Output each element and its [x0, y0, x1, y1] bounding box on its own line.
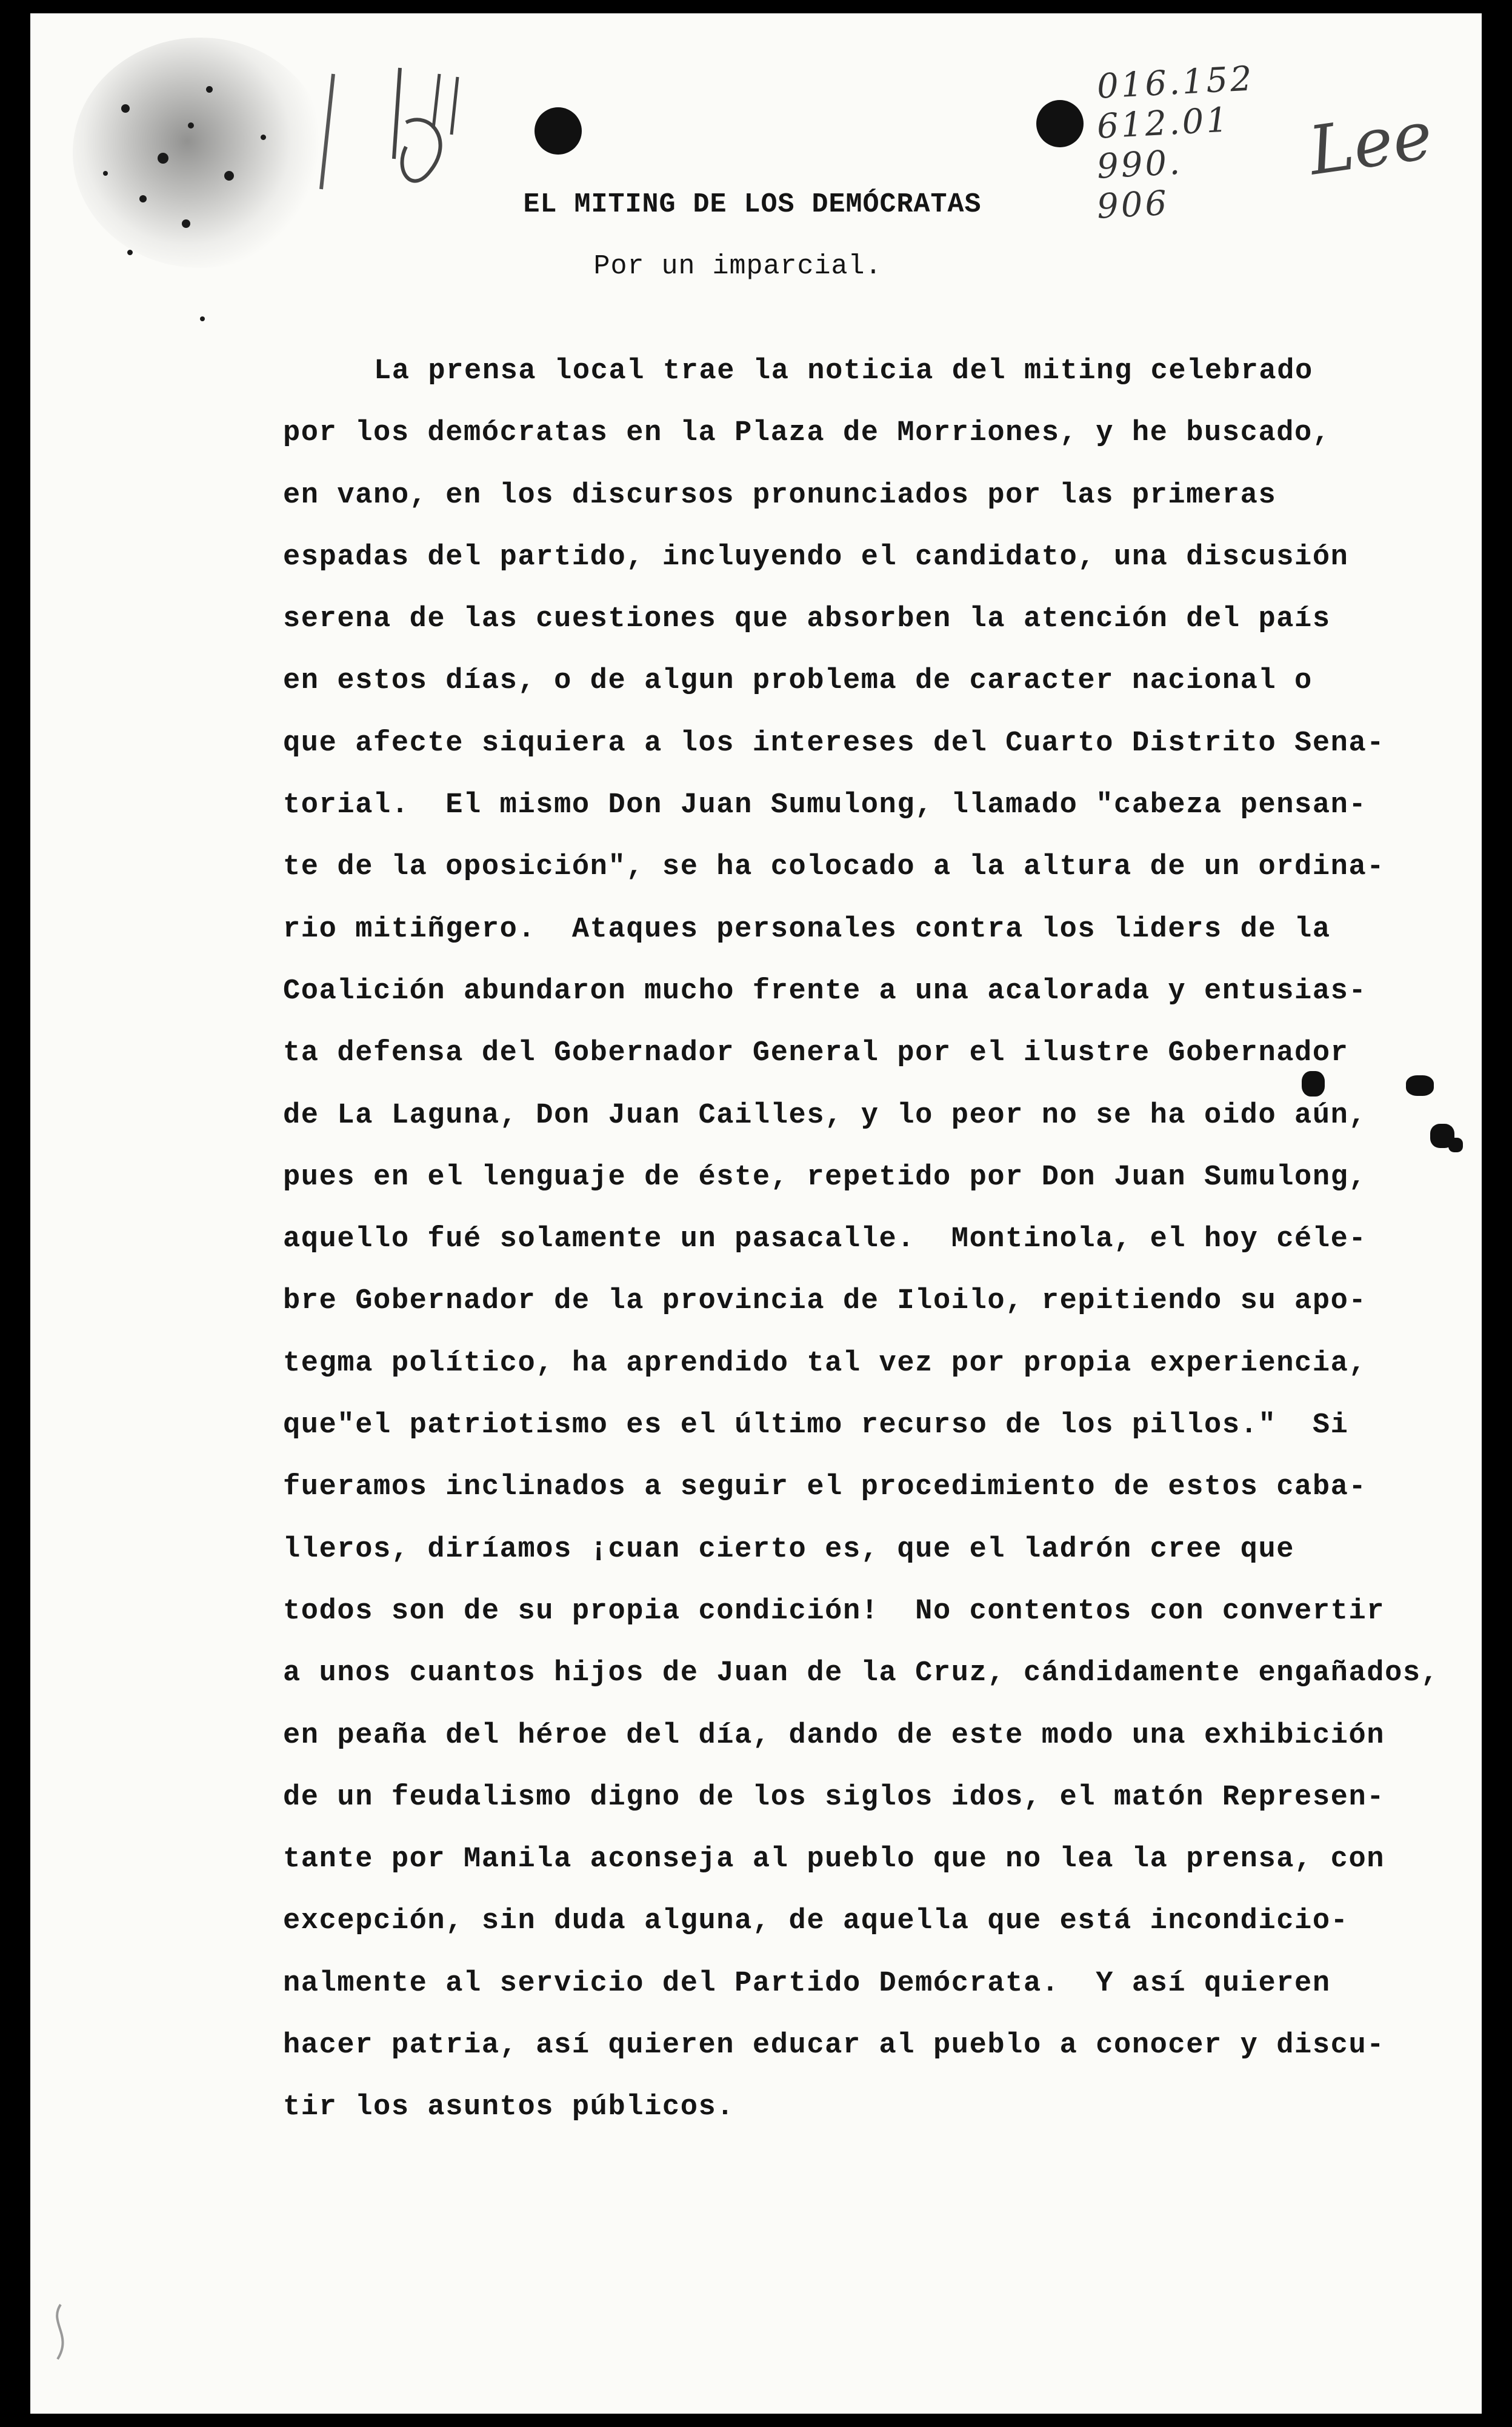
ink-speck	[103, 171, 108, 176]
text-line: que"el patriotismo es el último recurso de los pillos." Si	[283, 1409, 1349, 1442]
ink-speck	[158, 153, 168, 164]
text-line: ta defensa del Gobernador General por el ilustre Gobernador	[283, 1037, 1349, 1070]
text-line: hacer patria, así quieren educar al pueblo a conocer y discu-	[283, 2029, 1385, 2062]
text-line: en peaña del héroe del día, dando de este modo una exhibición	[283, 1719, 1385, 1752]
text-line: te de la oposición", se ha colocado a la altura de un ordina-	[283, 851, 1385, 884]
text-line: fueramos inclinados a seguir el procedimiento de estos caba-	[283, 1471, 1367, 1504]
archive-number: 016.152	[1096, 59, 1256, 107]
text-line: aquello fué solamente un pasacalle. Montinola, el hoy céle-	[283, 1223, 1367, 1256]
text-line: serena de las cuestiones que absorben la atención del país	[283, 603, 1331, 636]
text-line: excepción, sin duda alguna, de aquella que está incondicio-	[283, 1905, 1349, 1938]
ink-speck	[182, 219, 190, 228]
ink-speck	[188, 122, 194, 129]
ink-speck	[200, 316, 205, 321]
ink-speck	[224, 171, 234, 181]
ink-stain	[73, 38, 327, 268]
text-line: espadas del partido, incluyendo el candidato, una discusión	[283, 541, 1349, 573]
document-page	[30, 13, 1482, 2414]
archive-number: 906	[1096, 183, 1170, 227]
text-line: que afecte siquiera a los intereses del Cuarto Distrito Sena-	[283, 727, 1385, 759]
ink-speck	[121, 104, 130, 113]
document-body	[283, 341, 1482, 2139]
text-line: de La Laguna, Don Juan Cailles, y lo peor no se ha oido aún,	[283, 1099, 1367, 1132]
faint-mark	[42, 2298, 79, 2365]
punch-hole-right	[1036, 100, 1084, 147]
text-line: pues en el lenguaje de éste, repetido por Don Juan Sumulong,	[283, 1161, 1367, 1193]
ink-speck	[206, 86, 213, 93]
text-line: por los demócratas en la Plaza de Morriones, y he buscado,	[283, 417, 1331, 450]
ink-blot	[1406, 1075, 1434, 1096]
text-line: nalmente al servicio del Partido Demócrata. Y así quieren	[283, 1967, 1331, 2000]
text-line: tante por Manila aconseja al pueblo que no lea la prensa, con	[283, 1843, 1385, 1876]
text-line: La prensa local trae la noticia del miting celebrado	[374, 355, 1313, 387]
ink-speck	[261, 135, 266, 140]
document-byline: Por un imparcial.	[593, 251, 882, 282]
handwritten-initials: Lee	[1304, 96, 1437, 190]
text-line: todos son de su propia condición! No contentos con convertir	[283, 1595, 1385, 1627]
ink-blot	[1448, 1138, 1463, 1152]
text-line: a unos cuantos hijos de Juan de la Cruz, cándidamente engañados,	[283, 1657, 1439, 1690]
document-title: EL MITING DE LOS DEMÓCRATAS	[523, 189, 982, 220]
punch-hole-left	[535, 107, 582, 155]
text-line: Coalición abundaron mucho frente a una acalorada y entusias-	[283, 975, 1367, 1007]
ink-blot	[1302, 1071, 1325, 1097]
text-line: bre Gobernador de la provincia de Iloilo, repitiendo su apo-	[283, 1285, 1367, 1318]
archive-number: 990.	[1096, 142, 1184, 187]
text-line: en vano, en los discursos pronunciados por las primeras	[283, 479, 1277, 512]
text-line: rio mitiñgero. Ataques personales contra los liders de la	[283, 913, 1331, 946]
text-line: tegma político, ha aprendido tal vez por propia experiencia,	[283, 1347, 1367, 1380]
handwritten-mark	[309, 50, 503, 207]
text-line: tir los asuntos públicos.	[283, 2091, 735, 2124]
text-line: en estos días, o de algun problema de caracter nacional o	[283, 665, 1313, 698]
archive-number: 612.01	[1096, 100, 1231, 147]
text-line: lleros, diríamos ¡cuan cierto es, que el ladrón cree que	[283, 1533, 1295, 1566]
text-line: de un feudalismo digno de los siglos idos, el matón Represen-	[283, 1781, 1385, 1814]
text-line: torial. El mismo Don Juan Sumulong, llamado "cabeza pensan-	[283, 789, 1367, 822]
